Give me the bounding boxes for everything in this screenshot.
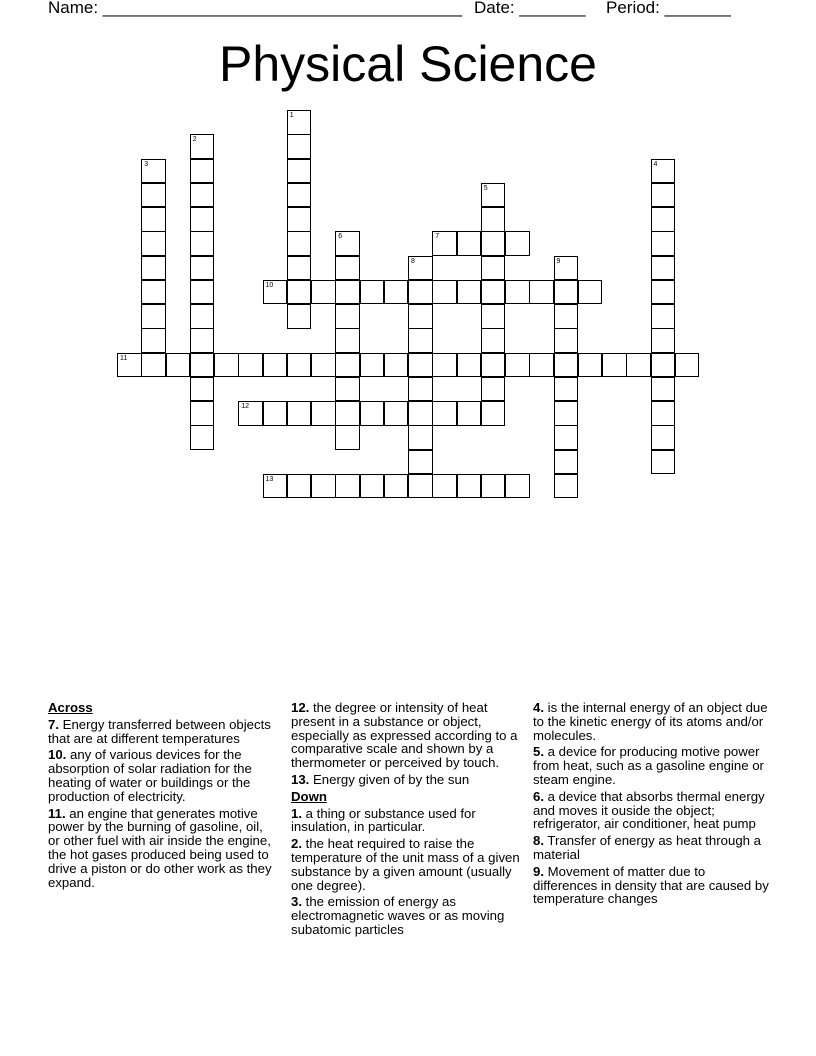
clue-number: 10. [48, 747, 67, 763]
clue-number: 1. [291, 805, 302, 821]
grid-cell[interactable] [141, 280, 166, 305]
grid-cell[interactable] [141, 231, 166, 256]
grid-cell[interactable] [190, 353, 215, 378]
grid-cell[interactable] [287, 353, 312, 378]
grid-cell[interactable] [481, 328, 506, 353]
grid-cell[interactable] [311, 401, 336, 426]
grid-cell[interactable] [651, 256, 676, 281]
clue-number: 11. [48, 805, 66, 821]
grid-cell[interactable] [554, 328, 579, 353]
grid-cell[interactable] [360, 401, 385, 426]
clue-number-label: 7 [435, 233, 440, 241]
grid-cell[interactable] [554, 353, 579, 378]
grid-cell[interactable] [481, 353, 506, 378]
grid-cell[interactable] [408, 256, 433, 281]
grid-cell[interactable] [651, 183, 676, 208]
grid-cell[interactable] [408, 377, 433, 402]
grid-cell[interactable] [287, 183, 312, 208]
grid-cell[interactable] [432, 280, 457, 305]
grid-cell[interactable] [408, 401, 433, 426]
grid-cell[interactable] [141, 159, 166, 184]
name-field-label: Name: ______________________________________ [48, 0, 463, 17]
grid-cell[interactable] [287, 304, 312, 329]
grid-cell[interactable] [554, 377, 579, 402]
grid-cell[interactable] [651, 425, 676, 450]
grid-cell[interactable] [651, 450, 676, 475]
grid-cell[interactable] [117, 353, 142, 378]
clue-text: a device for producing motive power from heat, such as a gasoline engine or steam engine. [533, 744, 764, 787]
grid-cell[interactable] [408, 450, 433, 475]
grid-cell[interactable] [408, 425, 433, 450]
clue-number: 13. [291, 771, 310, 787]
clue-number-label: 11 [120, 354, 128, 362]
clue-number: 4. [533, 700, 544, 715]
clue-down-5 [533, 745, 769, 786]
grid-cell[interactable] [335, 353, 360, 378]
grid-cell[interactable] [457, 353, 482, 378]
grid-cell[interactable] [287, 134, 312, 159]
grid-cell[interactable] [287, 401, 312, 426]
grid-cell[interactable] [263, 353, 288, 378]
grid-cell[interactable] [190, 183, 215, 208]
grid-cell[interactable] [481, 377, 506, 402]
grid-cell[interactable] [651, 159, 676, 184]
clue-number-label: 6 [338, 233, 343, 241]
grid-cell[interactable] [626, 353, 651, 378]
period-field-label: Period: _______ [606, 0, 731, 17]
grid-cell[interactable] [505, 280, 530, 305]
grid-cell[interactable] [554, 450, 579, 475]
clue-number-label: 4 [653, 160, 658, 168]
grid-cell[interactable] [505, 353, 530, 378]
clue-text: Energy transferred between objects that are at different temperatures [48, 716, 271, 746]
clue-text: Transfer of energy as heat through a material [533, 833, 761, 862]
grid-cell[interactable] [481, 231, 506, 256]
grid-cell[interactable] [238, 353, 263, 378]
grid-cell[interactable] [190, 207, 215, 232]
down-heading: Down [291, 788, 327, 804]
grid-cell[interactable] [190, 377, 215, 402]
grid-cell[interactable] [481, 207, 506, 232]
grid-cell[interactable] [505, 474, 530, 499]
grid-cell[interactable] [651, 328, 676, 353]
grid-cell[interactable] [263, 280, 288, 305]
clue-text: is the internal energy of an object due to the kinetic energy of its atoms and/or molecules. [533, 700, 768, 743]
grid-cell[interactable] [311, 474, 336, 499]
grid-cell[interactable] [651, 377, 676, 402]
grid-cell[interactable] [311, 280, 336, 305]
clue-text: the heat required to raise the temperature of the unit mass of a given substance by a given amount (usually one degree). [291, 836, 520, 893]
clue-number-label: 5 [483, 184, 488, 192]
grid-cell[interactable] [335, 304, 360, 329]
grid-cell[interactable] [263, 474, 288, 499]
clue-across-12 [291, 701, 527, 770]
grid-cell[interactable] [408, 474, 433, 499]
grid-cell[interactable] [457, 401, 482, 426]
clue-text: any of various devices for the absorption of solar radiation for the heating of water or buildings or the production of electricity. [48, 747, 252, 804]
clue-number-label: 3 [144, 160, 149, 168]
clue-number: 7. [48, 716, 59, 732]
grid-cell[interactable] [190, 328, 215, 353]
grid-cell[interactable] [190, 134, 215, 159]
clue-column-2 [291, 701, 527, 940]
grid-cell[interactable] [675, 353, 700, 378]
grid-cell[interactable] [481, 401, 506, 426]
grid-cell[interactable] [651, 304, 676, 329]
grid-cell[interactable] [457, 474, 482, 499]
grid-cell[interactable] [578, 353, 603, 378]
grid-cell[interactable] [529, 280, 554, 305]
date-field-label: Date: _______ [474, 0, 586, 17]
grid-cell[interactable] [287, 110, 312, 135]
crossword-grid [0, 0, 816, 520]
grid-cell[interactable] [190, 425, 215, 450]
clue-down-6 [533, 790, 769, 831]
clue-down-1 [291, 807, 527, 835]
grid-cell[interactable] [335, 280, 360, 305]
grid-cell[interactable] [384, 474, 409, 499]
grid-cell[interactable] [651, 231, 676, 256]
clue-number: 9. [533, 863, 544, 879]
grid-cell[interactable] [287, 256, 312, 281]
clue-number-label: 1 [289, 112, 294, 119]
grid-cell[interactable] [457, 231, 482, 256]
clue-text: an engine that generates motive power by the burning of gasoline, oil, or other fuel with air inside the engine, the hot gases produced being used to drive a piston or do other work as they expand. [48, 805, 272, 890]
grid-cell[interactable] [141, 256, 166, 281]
grid-cell[interactable] [335, 328, 360, 353]
clue-down-4 [533, 701, 769, 742]
grid-cell[interactable] [238, 401, 263, 426]
grid-cell[interactable] [335, 474, 360, 499]
grid-cell[interactable] [408, 353, 433, 378]
grid-cell[interactable] [481, 280, 506, 305]
grid-cell[interactable] [190, 159, 215, 184]
grid-cell[interactable] [432, 474, 457, 499]
grid-cell[interactable] [141, 328, 166, 353]
grid-cell[interactable] [457, 280, 482, 305]
clue-text: the emission of energy as electromagnetic waves or as moving subatomic particles [291, 894, 505, 937]
grid-cell[interactable] [408, 328, 433, 353]
clue-text: Energy given of by the sun [309, 771, 470, 787]
grid-cell[interactable] [651, 401, 676, 426]
clue-column-3 [533, 701, 769, 909]
grid-cell[interactable] [651, 280, 676, 305]
grid-cell[interactable] [408, 280, 433, 305]
grid-cell[interactable] [360, 353, 385, 378]
grid-cell[interactable] [360, 280, 385, 305]
grid-cell[interactable] [190, 401, 215, 426]
grid-cell[interactable] [335, 231, 360, 256]
clue-number-label: 9 [556, 257, 561, 265]
clue-number-label: 8 [411, 257, 415, 265]
clue-down-8 [533, 834, 769, 862]
grid-cell[interactable] [263, 401, 288, 426]
grid-cell[interactable] [335, 401, 360, 426]
grid-cell[interactable] [287, 474, 312, 499]
grid-cell[interactable] [360, 474, 385, 499]
clue-text: Movement of matter due to differences in density that are caused by temperature changes [533, 863, 769, 907]
clue-number-label: 2 [192, 136, 197, 144]
grid-cell[interactable] [481, 183, 506, 208]
grid-cell[interactable] [287, 280, 312, 305]
grid-cell[interactable] [651, 353, 676, 378]
grid-cell[interactable] [166, 353, 191, 378]
grid-cell[interactable] [190, 231, 215, 256]
clue-text: the degree or intensity of heat present in a substance or object, especially as expressed according to a comparative scale and shown by a thermometer or perceived by touch. [291, 700, 518, 771]
clue-down-3 [291, 895, 527, 936]
clue-across-7 [48, 718, 274, 746]
clue-number: 3. [291, 894, 302, 910]
grid-cell[interactable] [578, 280, 603, 305]
grid-cell[interactable] [335, 377, 360, 402]
grid-cell[interactable] [554, 256, 579, 281]
clue-text: a device that absorbs thermal energy and moves it ouside the object; refrigerator, air conditioner, heat pump [533, 788, 765, 832]
grid-cell[interactable] [651, 207, 676, 232]
grid-cell[interactable] [481, 256, 506, 281]
clue-number-label: 13 [265, 475, 274, 483]
grid-cell[interactable] [481, 304, 506, 329]
clue-number: 5. [533, 744, 544, 760]
clue-across-10 [48, 748, 274, 803]
grid-cell[interactable] [554, 425, 579, 450]
grid-cell[interactable] [311, 353, 336, 378]
grid-cell[interactable] [335, 256, 360, 281]
clue-number-label: 10 [265, 281, 274, 289]
grid-cell[interactable] [384, 280, 409, 305]
grid-cell[interactable] [287, 207, 312, 232]
grid-cell[interactable] [141, 304, 166, 329]
clue-down-2 [291, 837, 527, 892]
page-title: Physical Science [219, 36, 597, 92]
grid-cell[interactable] [190, 280, 215, 305]
grid-cell[interactable] [287, 159, 312, 184]
grid-cell[interactable] [190, 256, 215, 281]
clue-text: a thing or substance used for insulation, in particular. [291, 805, 476, 835]
grid-cell[interactable] [408, 304, 433, 329]
grid-cell[interactable] [554, 304, 579, 329]
clue-number: 6. [533, 788, 544, 804]
grid-cell[interactable] [554, 401, 579, 426]
grid-cell[interactable] [481, 474, 506, 499]
clue-number: 12. [291, 700, 310, 715]
clue-across-11 [48, 807, 274, 890]
clue-column-1 [48, 701, 274, 892]
across-heading: Across [48, 700, 93, 715]
grid-cell[interactable] [432, 353, 457, 378]
grid-cell[interactable] [432, 231, 457, 256]
grid-cell[interactable] [335, 425, 360, 450]
grid-cell[interactable] [384, 401, 409, 426]
clue-number: 2. [291, 836, 302, 852]
grid-cell[interactable] [554, 474, 579, 499]
grid-cell[interactable] [554, 280, 579, 305]
grid-cell[interactable] [384, 353, 409, 378]
clue-down-9 [533, 865, 769, 906]
grid-cell[interactable] [505, 231, 530, 256]
grid-cell[interactable] [190, 304, 215, 329]
grid-cell[interactable] [432, 401, 457, 426]
grid-cell[interactable] [529, 353, 554, 378]
grid-cell[interactable] [141, 207, 166, 232]
grid-cell[interactable] [602, 353, 627, 378]
clue-number-label: 12 [241, 403, 250, 410]
grid-cell[interactable] [141, 183, 166, 208]
grid-cell[interactable] [287, 231, 312, 256]
clue-number: 8. [533, 833, 544, 849]
clue-across-13 [291, 773, 527, 787]
grid-cell[interactable] [214, 353, 239, 378]
grid-cell[interactable] [141, 353, 166, 378]
